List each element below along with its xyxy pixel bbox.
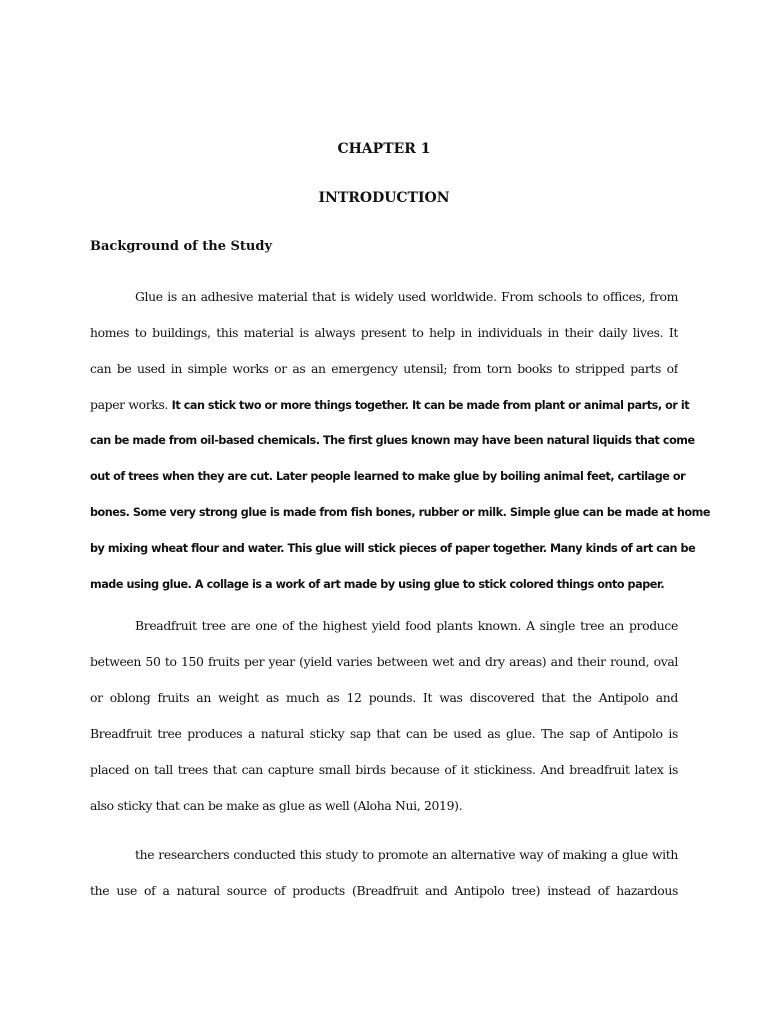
text-line: made using glue. A collage is a work of art made by using glue to stick colored things onto paper.	[90, 578, 665, 591]
text-line: between 50 to 150 fruits per year (yield varies between wet and dry areas) and their round, oval	[90, 654, 678, 669]
chapter-title: INTRODUCTION	[318, 190, 450, 206]
text-line: bones. Some very strong glue is made from fish bones, rubber or milk. Simple glue can be made at home	[90, 506, 711, 519]
text-line: or oblong fruits an weight as much as 12 pounds. It was discovered that the Antipolo and	[90, 690, 678, 705]
text-line: Breadfruit tree are one of the highest yield food plants known. A single tree an produce	[135, 618, 678, 633]
text-line: can be made from oil-based chemicals. The first glues known may have been natural liquids that come	[90, 434, 695, 447]
text-line: placed on tall trees that can capture small birds because of it stickiness. And breadfruit latex is	[90, 762, 678, 777]
text-segment-serif: paper works.	[90, 397, 172, 412]
paragraph-breadfruit	[90, 616, 678, 832]
text-line-mixed	[90, 395, 690, 431]
text-line: the use of a natural source of products (Breadfruit and Antipolo tree) instead of hazardous	[90, 883, 678, 898]
text-segment-sans: It can stick two or more things together. It can be made from plant or animal parts, or it	[171, 399, 690, 412]
paragraph-glue	[90, 287, 711, 611]
text-line: can be used in simple works or as an emergency utensil; from torn books to stripped parts of	[90, 361, 678, 376]
text-line: Breadfruit tree produces a natural sticky sap that can be used as glue. The sap of Antipolo is	[90, 726, 678, 741]
text-line: the researchers conducted this study to promote an alternative way of making a glue with	[135, 847, 678, 862]
text-line: out of trees when they are cut. Later people learned to make glue by boiling animal feet, cartilage or	[90, 470, 686, 483]
section-heading: Background of the Study	[90, 239, 272, 254]
text-line: also sticky that can be make as glue as well (Aloha Nui, 2019).	[90, 798, 463, 813]
text-line: Glue is an adhesive material that is widely used worldwide. From schools to offices, from	[135, 289, 678, 304]
text-line: by mixing wheat flour and water. This glue will stick pieces of paper together. Many kinds of art can be	[90, 542, 696, 555]
paragraph-study-purpose	[90, 845, 678, 917]
chapter-heading: CHAPTER 1	[337, 141, 431, 157]
text-line: homes to buildings, this material is always present to help in individuals in their daily lives. It	[90, 325, 678, 340]
